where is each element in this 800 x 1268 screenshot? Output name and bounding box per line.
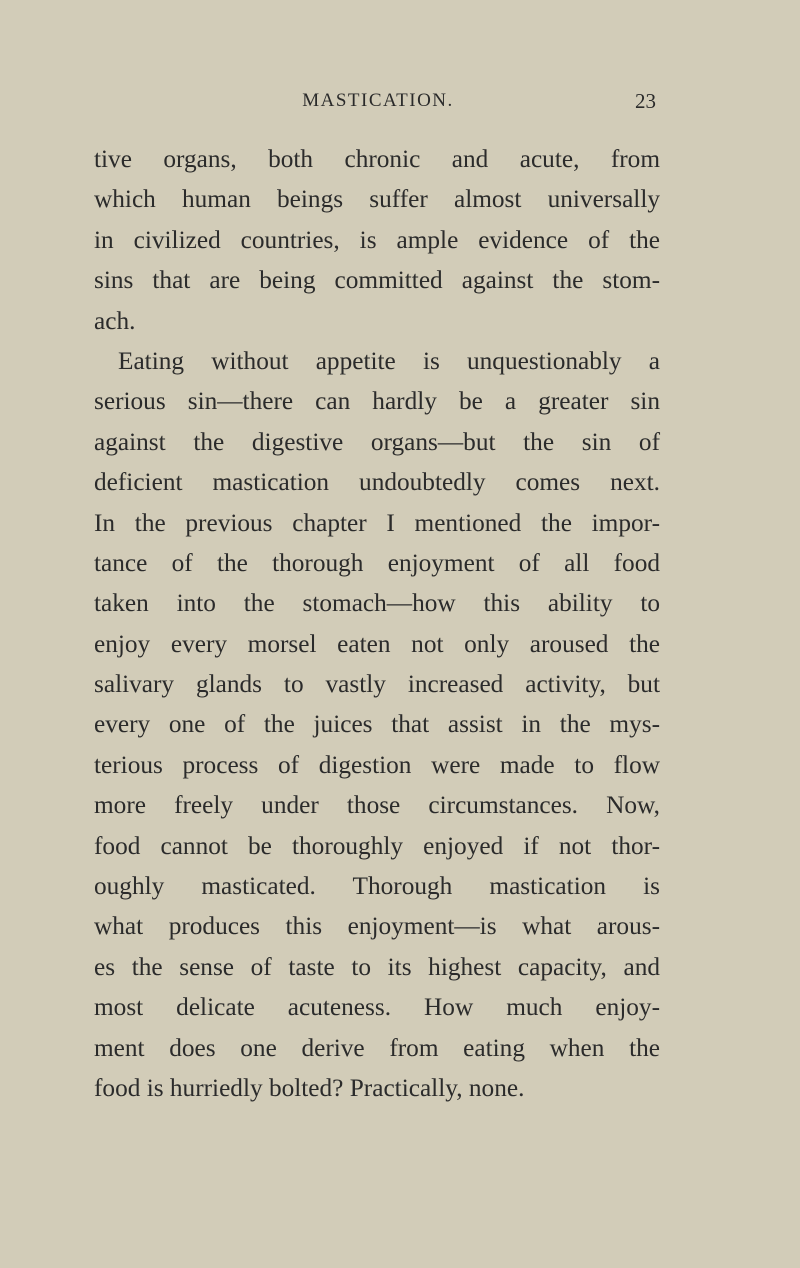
body-text (94, 139, 660, 1108)
text-line: in civilized countries, is ample evidence of the (94, 225, 660, 254)
text-line: tive organs, both chronic and acute, from (94, 145, 660, 173)
text-line: ach. (94, 306, 136, 335)
text-line: terious process of digestion were made to flow (94, 750, 660, 779)
text-line: oughly masticated. Thorough mastication is (94, 872, 660, 901)
text-line: every one of the juices that assist in the mys- (94, 710, 660, 739)
text-line: most delicate acuteness. How much enjoy- (94, 993, 660, 1022)
text-line: which human beings suffer almost universally (94, 185, 660, 214)
text-line: In the previous chapter I mentioned the impor- (94, 508, 660, 537)
text-line: deficient mastication undoubtedly comes next. (94, 468, 660, 497)
text-line: salivary glands to vastly increased activity, but (94, 670, 660, 699)
text-line: es the sense of taste to its highest capacity, and (94, 952, 660, 981)
running-head (94, 86, 662, 116)
text-line: taken into the stomach—how this ability to (94, 589, 660, 618)
text-line: food is hurriedly bolted? Practically, none. (94, 1073, 525, 1102)
paragraph-start-line: Eating without appetite is unquestionably a (118, 346, 660, 375)
text-line: enjoy every morsel eaten not only aroused the (94, 629, 660, 658)
text-line: ment does one derive from eating when the (94, 1033, 660, 1062)
text-line: more freely under those circumstances. Now, (94, 791, 660, 820)
text-line: tance of the thorough enjoyment of all food (94, 548, 660, 577)
text-line: sins that are being committed against the stom- (94, 266, 660, 295)
text-line: food cannot be thoroughly enjoyed if not thor- (94, 831, 660, 860)
text-line: against the digestive organs—but the sin of (94, 427, 660, 456)
text-line: serious sin—there can hardly be a greater sin (94, 387, 660, 416)
page-number: 23 (635, 89, 656, 113)
text-line: what produces this enjoyment—is what arous- (94, 912, 660, 941)
running-title: MASTICATION. (302, 90, 454, 111)
